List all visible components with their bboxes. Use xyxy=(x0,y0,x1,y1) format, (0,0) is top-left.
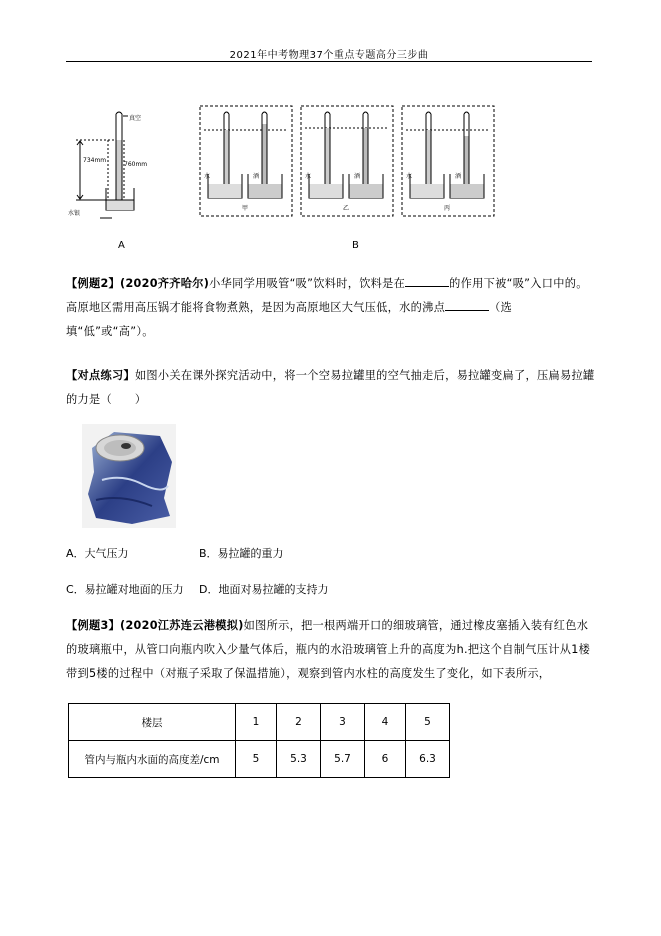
table-cell: 6 xyxy=(365,741,406,778)
label-water-3: 水 xyxy=(406,173,413,180)
page-header: 2021年中考物理37个重点专题高分三步曲 xyxy=(229,50,429,61)
practice-tag: 【对点练习】 xyxy=(66,369,135,382)
figure-b-panels xyxy=(198,104,498,220)
panel-label-1: 甲 xyxy=(242,205,249,212)
label-alcohol-2: 酒 xyxy=(354,173,361,180)
table-cell: 5 xyxy=(406,704,450,741)
figure-a-caption: A xyxy=(118,240,125,251)
crushed-can-image xyxy=(82,424,176,528)
table-header-height: 管内与瓶内水面的高度差/cm xyxy=(69,741,236,778)
label-alcohol-3: 酒 xyxy=(455,173,462,180)
example-2-tag: 【例题2】(2020齐齐哈尔) xyxy=(66,277,210,290)
label-water-1: 水 xyxy=(204,173,211,180)
choice-b[interactable]: B．易拉罐的重力 xyxy=(199,547,284,560)
table-cell: 5 xyxy=(236,741,277,778)
answer-blank-1[interactable] xyxy=(405,276,449,287)
panel-yi xyxy=(301,106,393,216)
panel-bing xyxy=(402,106,494,216)
header-rule xyxy=(66,61,592,62)
choice-a[interactable]: A．大气压力 xyxy=(66,547,129,560)
panel-label-3: 丙 xyxy=(444,205,451,212)
table-cell: 1 xyxy=(236,704,277,741)
label-water-2: 水 xyxy=(305,173,312,180)
label-734: 734mm xyxy=(83,157,107,164)
table-cell: 4 xyxy=(365,704,406,741)
table-cell: 5.3 xyxy=(277,741,321,778)
table-cell: 2 xyxy=(277,704,321,741)
table-cell: 6.3 xyxy=(406,741,450,778)
table-row xyxy=(69,704,450,741)
table-cell: 3 xyxy=(321,704,365,741)
example-3-tag: 【例题3】(2020江苏连云港模拟) xyxy=(66,619,244,632)
answer-blank-2[interactable] xyxy=(445,300,489,311)
choice-d[interactable]: D．地面对易拉罐的支持力 xyxy=(199,583,329,596)
panel-label-2: 乙 xyxy=(343,205,350,212)
example-3-text: 如图所示，把一根两端开口的细玻璃管，通过橡皮塞插入装有红色水的玻璃瓶中，从管口向瓶内吹入少量气体后，瓶内的水沿玻璃管上升的高度为h.把这个自制气压计从1楼带到5楼的过程中（对瓶子采取了保温措施），观察到管内水柱的高度发生了变化，如下表所示， xyxy=(66,619,591,680)
label-alcohol-1: 酒 xyxy=(253,173,260,180)
panel-jia xyxy=(200,106,292,216)
example-2-text-3: （选填“低”或“高”）。 xyxy=(66,301,513,338)
example-2-text-2: 的作用下被“吸”入口中的。高原地区需用高压锅才能将食物煮熟，是因为高原地区大气压低，水的沸点 xyxy=(66,277,588,314)
floor-height-table xyxy=(68,703,450,778)
table-header-floor: 楼层 xyxy=(69,704,236,741)
example-2-text-1: 小华同学用吸管“吸”饮料时，饮料是在 xyxy=(209,277,406,290)
table-row xyxy=(69,741,450,778)
practice-text: 如图小关在课外探究活动中，将一个空易拉罐里的空气抽走后，易拉罐变扁了，压扁易拉罐的力是（ ） xyxy=(66,369,595,406)
example-3 xyxy=(66,614,596,686)
label-mercury: 水银 xyxy=(68,210,81,217)
figure-a-barometer xyxy=(66,106,166,226)
example-2 xyxy=(66,272,596,344)
label-vacuum: 真空 xyxy=(129,115,142,122)
table-cell: 5.7 xyxy=(321,741,365,778)
figure-b-caption: B xyxy=(352,240,359,251)
label-760: 760mm xyxy=(124,161,148,168)
choice-c[interactable]: C．易拉罐对地面的压力 xyxy=(66,583,184,596)
practice-question xyxy=(66,364,596,412)
